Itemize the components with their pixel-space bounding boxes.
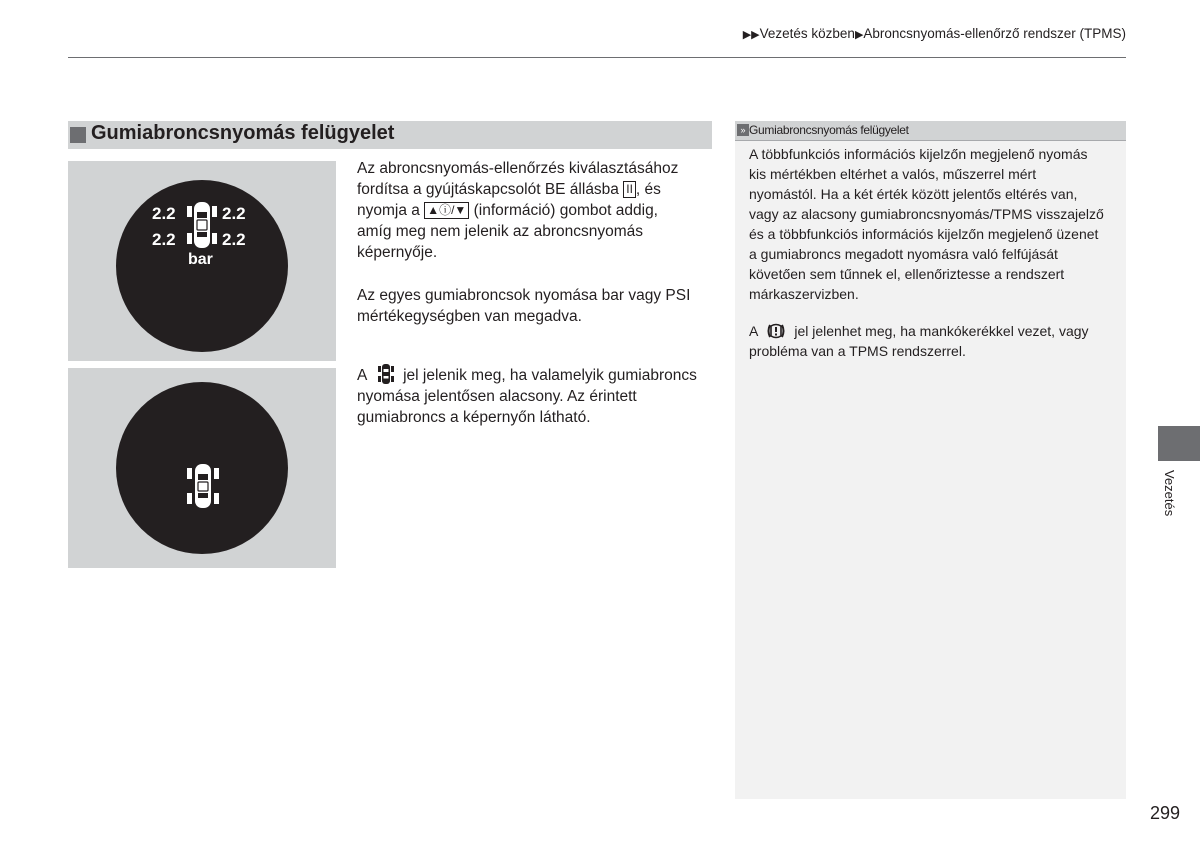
text-line: vagy az alacsony gumiabroncsnyomás/TPMS visszajelző — [749, 206, 1104, 222]
text-line: probléma van a TPMS rendszerrel. — [749, 343, 966, 359]
header-divider — [68, 57, 1126, 58]
car-top-view-icon — [186, 200, 218, 250]
info-button-mark: ▲ⓘ/▼ — [424, 202, 469, 219]
low-pressure-display-illustration — [68, 368, 336, 568]
ignition-position-mark: II — [623, 181, 636, 198]
text-line: fordítsa a gyújtáskapcsolót BE állásba II , és — [357, 181, 661, 198]
breadcrumb-arrow-icon: ▶ — [854, 29, 864, 41]
text-line: A jel jelenik meg, ha valamelyik gumiabroncs — [357, 364, 717, 386]
warning-paragraph — [357, 364, 717, 428]
chapter-tab — [1158, 426, 1200, 461]
text-line: kis mértékben eltérhet a valós, műszerrel mért — [749, 166, 1037, 182]
section-square-icon — [70, 127, 86, 143]
pressure-rear-left: 2.2 — [152, 230, 176, 249]
breadcrumb-arrows-icon: ▶▶ — [742, 29, 760, 41]
car-top-view-icon — [186, 463, 220, 509]
instruction-paragraph — [357, 158, 717, 263]
double-arrow-icon: » — [737, 124, 749, 136]
section-heading — [68, 121, 712, 149]
side-note-box — [735, 121, 1126, 799]
breadcrumb-item: Abroncsnyomás-ellenőrző rendszer (TPMS) — [863, 26, 1126, 41]
text-line: mértékegységben van megadva. — [357, 308, 582, 325]
text-line: követően sem tűnnek el, ellenőriztesse a rendszert — [749, 266, 1065, 282]
tpms-warning-icon — [765, 322, 787, 340]
side-note-title: Gumiabroncsnyomás felügyelet — [749, 123, 909, 137]
breadcrumb-item: Vezetés közben — [759, 26, 855, 41]
car-top-view-icon — [378, 364, 394, 384]
pressure-front-right: 2.2 — [222, 204, 246, 223]
text-line: A többfunkciós információs kijelzőn megjelenő nyomás — [749, 146, 1088, 162]
text-line: a gumiabroncs megadott nyomásra való felfújását — [749, 246, 1058, 262]
text-line: gumiabroncs a képernyőn látható. — [357, 409, 591, 426]
text-line: nyomja a ▲ⓘ/▼ (információ) gombot addig, — [357, 202, 658, 219]
text-line: Az abroncsnyomás-ellenőrzés kiválasztásához — [357, 160, 679, 177]
text-line: nyomástól. Ha a két érték között jelentős eltérés van, — [749, 186, 1078, 202]
pressure-front-left: 2.2 — [152, 204, 176, 223]
side-note-paragraph — [749, 144, 1114, 304]
side-note-paragraph — [749, 321, 1114, 361]
text-line: nyomása jelentősen alacsony. Az érintett — [357, 388, 637, 405]
side-note-header — [735, 121, 1126, 141]
text-line: Az egyes gumiabroncsok nyomása bar vagy PSI — [357, 287, 691, 304]
section-title: Gumiabroncsnyomás felügyelet — [91, 122, 395, 144]
breadcrumb — [743, 26, 1126, 41]
text-line: márkaszervizben. — [749, 286, 859, 302]
text-line: és a többfunkciós információs kijelzőn megjelenő üzenet — [749, 226, 1099, 242]
text-line: amíg meg nem jelenik az abroncsnyomás — [357, 223, 644, 240]
pressure-unit: bar — [188, 251, 213, 268]
page-number: 299 — [1149, 803, 1180, 823]
chapter-tab-label: Vezetés — [1162, 470, 1177, 517]
units-paragraph — [357, 285, 717, 327]
pressure-rear-right: 2.2 — [222, 230, 246, 249]
pressure-display-illustration — [68, 161, 336, 361]
text-line: A jel jelenhet meg, ha mankókerékkel vezet, vagy — [749, 323, 1089, 339]
text-line: képernyője. — [357, 244, 438, 261]
